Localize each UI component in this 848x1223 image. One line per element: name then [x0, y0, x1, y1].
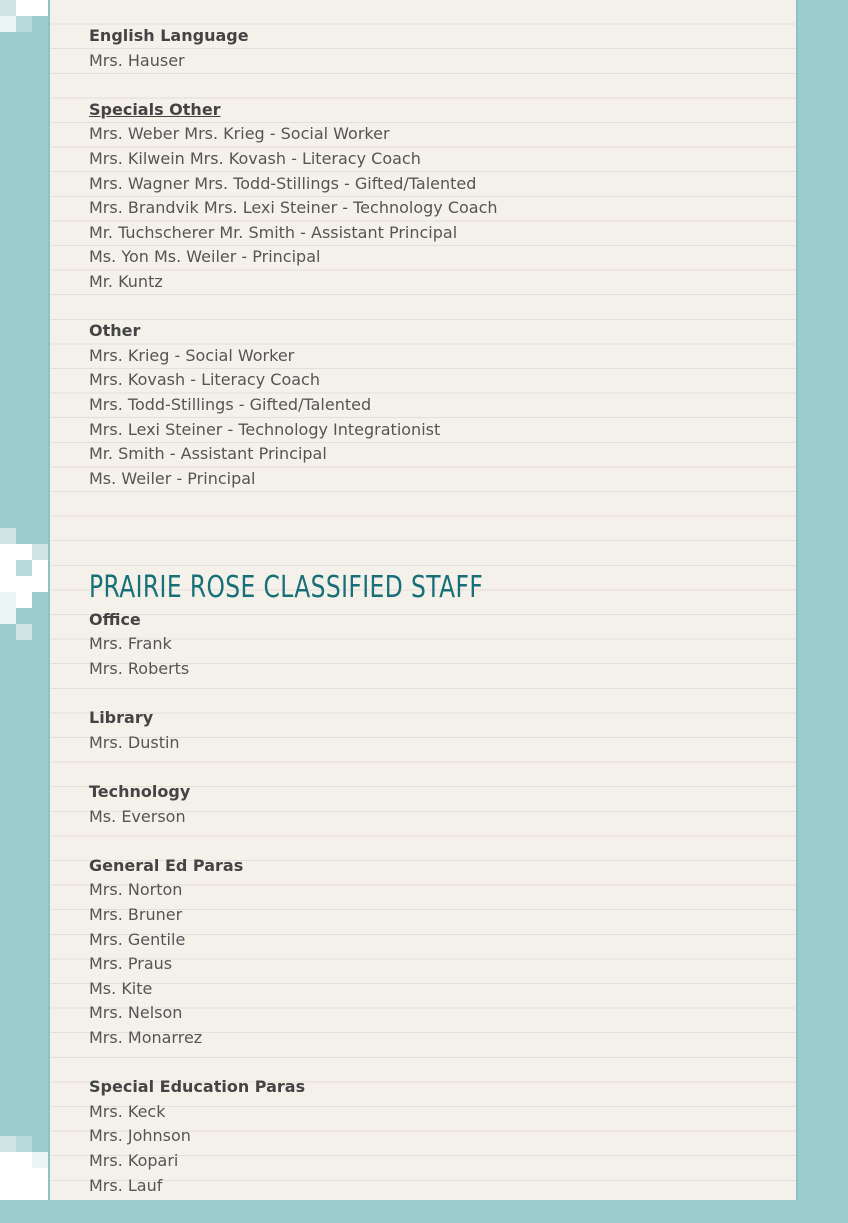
staff-member: Mrs. Roberts: [89, 659, 190, 679]
staff-section: [89, 24, 776, 73]
staff-member: Mrs. Frank: [89, 634, 172, 654]
staff-member: Mrs. Wagner Mrs. Todd-Stillings - Gifted/Talented: [89, 173, 477, 193]
staff-section: [89, 706, 776, 755]
section-heading: Library: [89, 708, 154, 728]
staff-member: Mrs. Dustin: [89, 732, 180, 752]
staff-section: [89, 319, 776, 491]
staff-member: Mrs. Keck: [89, 1101, 166, 1121]
staff-member: Mr. Smith - Assistant Principal: [89, 444, 327, 464]
staff-member: Mrs. Krieg - Social Worker: [89, 345, 295, 365]
notebook-paper: [48, 0, 798, 1200]
staff-member: Mrs. Johnson: [89, 1126, 191, 1146]
staff-member: Mr. Kuntz: [89, 271, 163, 291]
staff-section: [89, 608, 776, 682]
staff-member: Ms. Weiler - Principal: [89, 468, 256, 488]
classified-staff-title: PRAIRIE ROSE CLASSIFIED STAFF: [89, 569, 484, 605]
classified-staff-heading-wrap: [89, 568, 776, 608]
section-heading: Special Education Paras: [89, 1077, 306, 1097]
teaching-staff-sections: [89, 0, 776, 491]
section-heading: Other: [89, 321, 141, 341]
staff-member: Mrs. Weber Mrs. Krieg - Social Worker: [89, 124, 390, 144]
staff-member: Mrs. Lauf: [89, 1175, 163, 1195]
staff-member: Mrs. Kopari: [89, 1150, 179, 1170]
staff-member: Mrs. Norton: [89, 880, 183, 900]
staff-member: Mrs. Brandvik Mrs. Lexi Steiner - Technology Coach: [89, 198, 498, 218]
staff-member: Ms. Everson: [89, 806, 186, 826]
staff-list: [89, 0, 776, 1223]
staff-member: Mrs. Lexi Steiner - Technology Integrationist: [89, 419, 441, 439]
staff-member: Mrs. Hauser: [89, 50, 185, 70]
section-heading: Specials Other: [89, 99, 221, 119]
staff-member: Mrs. Kovash - Literacy Coach: [89, 370, 320, 390]
staff-member: Mrs. Monarrez: [89, 1027, 203, 1047]
section-heading: Technology: [89, 782, 191, 802]
section-heading: Office: [89, 609, 141, 629]
staff-member: Mrs. Kilwein Mrs. Kovash - Literacy Coach: [89, 148, 421, 168]
staff-section: [89, 98, 776, 295]
staff-member: Mrs. Praus: [89, 954, 173, 974]
staff-member: Ms. Yon Ms. Weiler - Principal: [89, 247, 321, 267]
staff-section: [89, 854, 776, 1051]
staff-member: Mrs. Nelson: [89, 1003, 183, 1023]
staff-member: Mrs. Todd-Stillings - Gifted/Talented: [89, 394, 372, 414]
staff-member: Mr. Tuchscherer Mr. Smith - Assistant Principal: [89, 222, 458, 242]
section-heading: General Ed Paras: [89, 855, 244, 875]
section-heading: English Language: [89, 26, 249, 45]
staff-member: Mrs. Gentile: [89, 929, 186, 949]
staff-section: [89, 1075, 776, 1198]
staff-member: Mrs. Bruner: [89, 905, 183, 924]
classified-staff-sections: [89, 608, 776, 1198]
staff-section: [89, 780, 776, 829]
staff-member: Ms. Kite: [89, 978, 153, 998]
